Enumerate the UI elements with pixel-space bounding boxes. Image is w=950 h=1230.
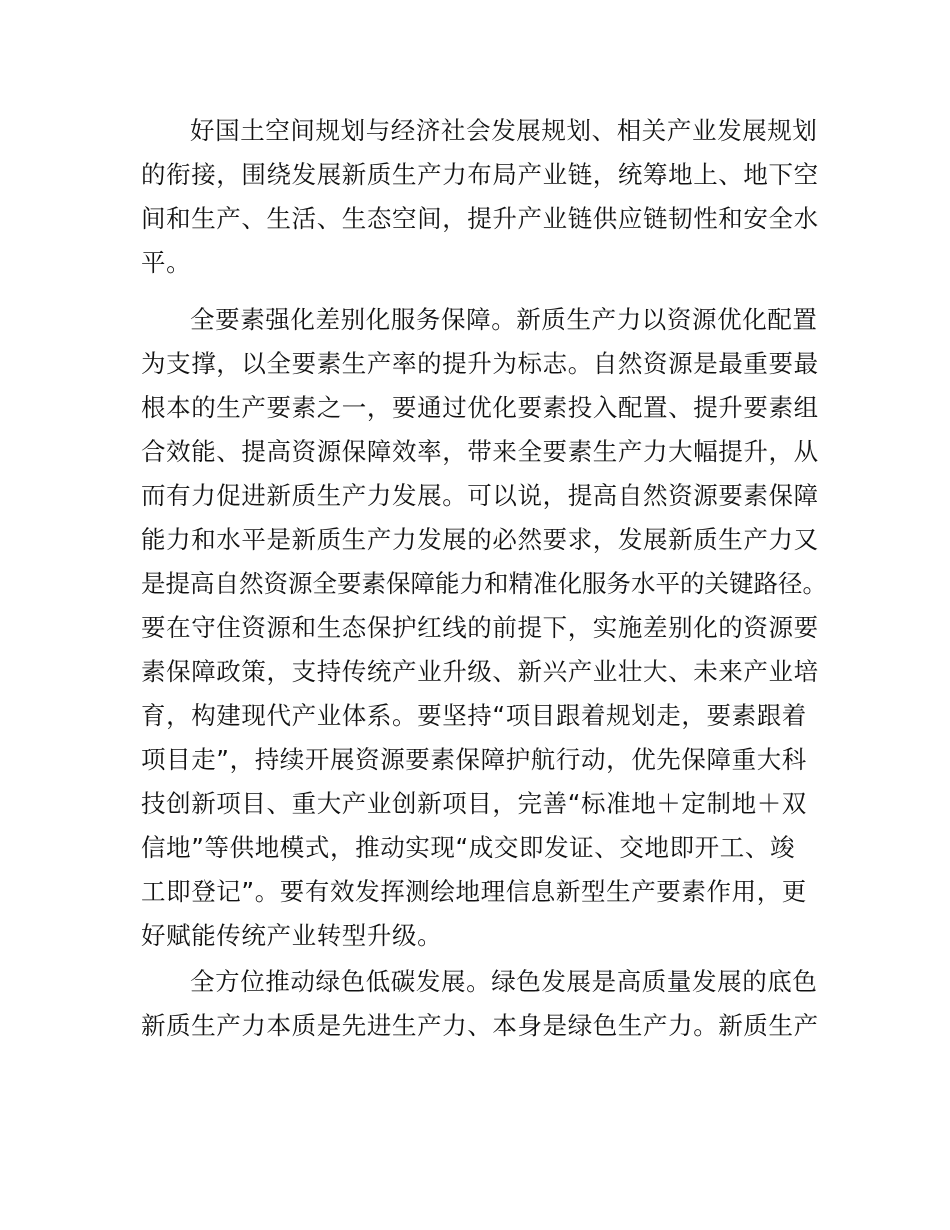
paragraph-2-line-12: 技创新项目、重大产业创新项目，完善“标准地＋定制地＋双 [141, 789, 807, 818]
paragraph-2-line-1: 全要素强化差别化服务保障。新质生产力以资源优化配置 [190, 305, 818, 334]
paragraph-2-line-13: 信地”等供地模式，推动实现“成交即发证、交地即开工、竣 [141, 833, 796, 862]
paragraph-2-line-7: 是提高自然资源全要素保障能力和精准化服务水平的关键路径。 [141, 569, 827, 598]
paragraph-2-line-6: 能力和水平是新质生产力发展的必然要求，发展新质生产力又 [141, 525, 819, 554]
paragraph-1-line-1: 好国土空间规划与经济社会发展规划、相关产业发展规划 [190, 116, 818, 145]
paragraph-3-line-1: 全方位推动绿色低碳发展。绿色发展是高质量发展的底色 [190, 967, 818, 996]
paragraph-2-line-14: 工即登记”。要有效发挥测绘地理信息新型生产要素作用，更 [141, 877, 807, 906]
paragraph-2-line-9: 素保障政策，支持传统产业升级、新兴产业壮大、未来产业培 [141, 657, 819, 686]
paragraph-2-line-2: 为支撑，以全要素生产率的提升为标志。自然资源是最重要最 [141, 349, 819, 378]
paragraph-2-line-8: 要在守住资源和生态保护红线的前提下，实施差别化的资源要 [141, 613, 819, 642]
paragraph-1-line-4: 平。 [141, 248, 192, 277]
paragraph-2-line-10: 育，构建现代产业体系。要坚持“项目跟着规划走，要素跟着 [141, 701, 807, 730]
paragraph-1-line-3: 间和生产、生活、生态空间，提升产业链供应链韧性和安全水 [141, 204, 819, 233]
paragraph-2-line-15: 好赋能传统产业转型升级。 [141, 921, 443, 950]
paragraph-2-line-11: 项目走”，持续开展资源要素保障护航行动，优先保障重大科 [141, 745, 807, 774]
paragraph-3-line-2: 新质生产力本质是先进生产力、本身是绿色生产力。新质生产 [141, 1011, 819, 1040]
paragraph-2-line-5: 而有力促进新质生产力发展。可以说，提高自然资源要素保障 [141, 481, 819, 510]
paragraph-2-line-4: 合效能、提高资源保障效率，带来全要素生产力大幅提升，从 [141, 437, 819, 466]
paragraph-1-line-2: 的衔接，围绕发展新质生产力布局产业链，统筹地上、地下空 [141, 160, 819, 189]
paragraph-2-line-3: 根本的生产要素之一，要通过优化要素投入配置、提升要素组 [141, 393, 819, 422]
